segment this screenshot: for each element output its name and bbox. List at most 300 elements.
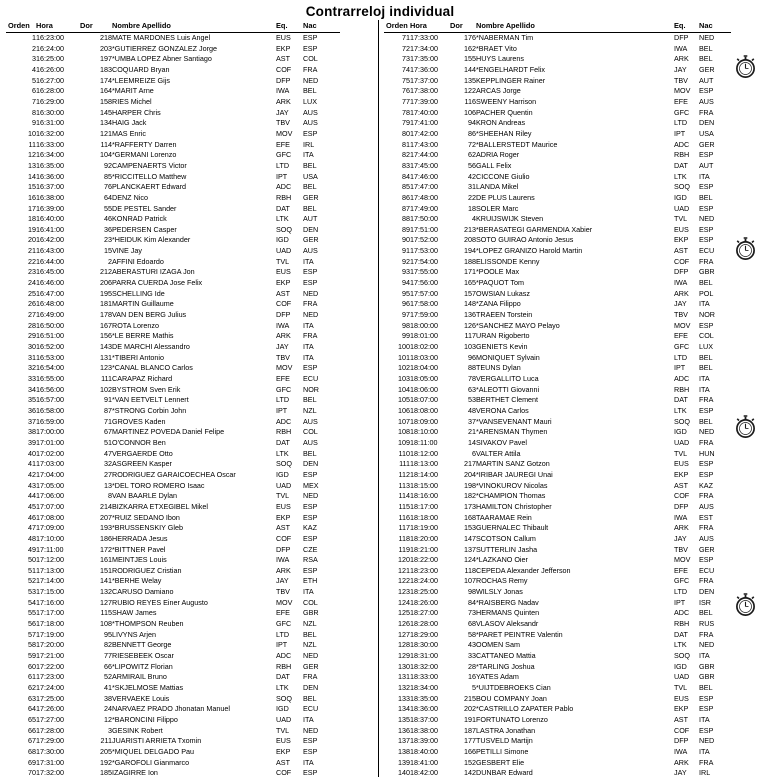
hora-cell: 18:21:00	[410, 544, 438, 554]
nac-cell: COL	[303, 597, 318, 607]
dor-cell: 96	[468, 352, 476, 362]
table-row	[384, 172, 731, 183]
hora-cell: 18:26:00	[410, 597, 438, 607]
eq-cell: IWA	[674, 43, 688, 53]
hora-cell: 18:23:00	[410, 565, 438, 575]
nombre-cell: HERRADA Jesus	[112, 533, 168, 543]
dor-cell: 203	[100, 43, 112, 53]
nombre-cell: MATE MARDONES Luis Angel	[112, 33, 211, 42]
hora-cell: 16:42:00	[36, 235, 64, 245]
nombre-cell: *VAN EETVELT Lennert	[112, 395, 189, 405]
eq-cell: LTK	[674, 640, 687, 650]
dor-cell: 144	[464, 64, 476, 74]
nombre-cell: GESBERT Elie	[476, 757, 525, 767]
dor-cell: 103	[464, 342, 476, 352]
dor-cell: 46	[104, 214, 112, 224]
table-row	[384, 651, 731, 662]
nac-cell: ESP	[699, 725, 714, 735]
orden-cell: 134	[398, 704, 410, 714]
dor-cell: 42	[468, 171, 476, 181]
nac-cell: NED	[303, 491, 319, 501]
nombre-cell: DE PLUS Laurens	[476, 192, 535, 202]
table-row	[384, 150, 731, 161]
orden-cell: 41	[28, 459, 36, 469]
eq-cell: RBH	[276, 661, 292, 671]
hora-cell: 17:35:00	[410, 54, 438, 64]
eq-cell: EUS	[674, 693, 689, 703]
orden-cell: 99	[402, 331, 410, 341]
nac-cell: NED	[303, 75, 319, 85]
nombre-cell: NARVAEZ PRADO Jhonatan Manuel	[112, 704, 230, 714]
hora-cell: 18:18:00	[410, 512, 438, 522]
nac-cell: BEL	[303, 182, 317, 192]
nombre-cell: VLASOV Aleksandr	[476, 619, 539, 629]
nac-cell: AUS	[699, 533, 714, 543]
table-row	[6, 76, 340, 87]
eq-cell: COF	[674, 725, 690, 735]
nac-cell: GER	[699, 544, 715, 554]
nombre-cell: TRAEEN Torstein	[476, 310, 533, 320]
hora-cell: 16:36:00	[36, 171, 64, 181]
hora-cell: 16:30:00	[36, 107, 64, 117]
hora-cell: 17:59:00	[410, 310, 438, 320]
nac-cell: ESP	[699, 235, 714, 245]
nac-cell: FRA	[699, 523, 714, 533]
stopwatch-icon	[735, 592, 757, 618]
hora-cell: 17:38:00	[410, 86, 438, 96]
nombre-cell: VALTER Attila	[476, 448, 521, 458]
orden-cell: 32	[28, 363, 36, 373]
nombre-cell: *DEL TORO ROMERO Isaac	[112, 480, 205, 490]
eq-cell: IWA	[674, 746, 688, 756]
nac-cell: BEL	[699, 54, 713, 64]
nac-cell: FRA	[303, 672, 318, 682]
eq-cell: LTK	[276, 214, 289, 224]
dor-cell: 157	[464, 288, 476, 298]
hora-cell: 16:55:00	[36, 374, 64, 383]
table-row	[384, 470, 731, 481]
table-row	[384, 118, 731, 129]
nac-cell: ITA	[303, 757, 314, 767]
table-row	[6, 523, 340, 534]
orden-cell: 136	[398, 725, 410, 735]
eq-cell: UAD	[674, 437, 690, 447]
orden-cell: 132	[398, 683, 410, 693]
eq-cell: LTD	[674, 352, 688, 362]
nac-cell: ITA	[699, 299, 710, 309]
orden-cell: 87	[402, 203, 410, 213]
dor-cell: 85	[104, 171, 112, 181]
hora-cell: 17:10:00	[36, 533, 64, 543]
column-header-orden: Orden	[384, 21, 410, 33]
nac-cell: RSA	[303, 555, 318, 565]
nombre-cell: DENZ Nico	[112, 192, 148, 202]
table-row	[384, 481, 731, 492]
nombre-cell: *RAFFERTY Darren	[112, 139, 177, 149]
orden-cell: 25	[28, 288, 36, 298]
orden-cell: 103	[398, 374, 410, 383]
nombre-cell: HERMANS Quinten	[476, 608, 540, 618]
eq-cell: AST	[276, 757, 290, 767]
nombre-cell: WILSLY Jonas	[476, 587, 523, 597]
nac-cell: ESP	[303, 43, 318, 53]
eq-cell: GFC	[674, 342, 690, 352]
nombre-cell: VERONA Carlos	[476, 405, 529, 415]
table-row	[384, 310, 731, 321]
table-row	[384, 214, 731, 225]
dor-cell: 62	[468, 150, 476, 160]
nombre-cell: *BERASATEGI GARMENDIA Xabier	[476, 224, 593, 234]
orden-cell: 1	[32, 33, 36, 42]
nombre-cell: KEPPLINGER Rainer	[476, 75, 546, 85]
dor-cell: 162	[464, 43, 476, 53]
hora-cell: 17:19:00	[36, 629, 64, 639]
nac-cell: LUX	[699, 342, 713, 352]
orden-cell: 37	[28, 416, 36, 426]
column-header-nombre: Nombre Apellido	[112, 21, 276, 33]
hora-cell: 16:34:00	[36, 150, 64, 160]
table-row	[6, 214, 340, 225]
nac-cell: ESP	[699, 405, 714, 415]
dor-cell: 33	[468, 651, 476, 661]
orden-cell: 66	[28, 725, 36, 735]
orden-cell: 59	[28, 651, 36, 661]
nac-cell: GBR	[303, 608, 319, 618]
hora-cell: 17:21:00	[36, 651, 64, 661]
eq-cell: AST	[276, 523, 290, 533]
dor-cell: 126	[464, 320, 476, 330]
nac-cell: BEL	[699, 608, 713, 618]
hora-cell: 17:54:00	[410, 256, 438, 266]
nombre-cell: BERTHET Clement	[476, 395, 539, 405]
nombre-cell: PACHER Quentin	[476, 107, 533, 117]
eq-cell: DAT	[674, 395, 688, 405]
table-row	[6, 534, 340, 545]
table-divider	[378, 20, 379, 777]
dor-cell: 2	[108, 256, 112, 266]
nac-cell: HUN	[699, 448, 715, 458]
dor-cell: 168	[464, 512, 476, 522]
column-header-dor: Dor	[80, 21, 112, 33]
nac-cell: ITA	[699, 374, 710, 383]
orden-cell: 5	[32, 75, 36, 85]
table-row	[384, 129, 731, 140]
table-row	[6, 513, 340, 524]
table-row	[384, 321, 731, 332]
eq-cell: JAY	[674, 299, 687, 309]
dor-cell: 165	[464, 278, 476, 288]
nombre-cell: RIES Michel	[112, 96, 152, 106]
nac-cell: DEN	[699, 118, 715, 128]
hora-cell: 16:35:00	[36, 160, 64, 170]
orden-cell: 139	[398, 757, 410, 767]
table-row	[384, 76, 731, 87]
hora-cell: 18:24:00	[410, 576, 438, 586]
orden-cell: 101	[398, 352, 410, 362]
orden-cell: 95	[402, 288, 410, 298]
nac-cell: ECU	[699, 565, 715, 575]
orden-cell: 54	[28, 597, 36, 607]
eq-cell: UAD	[276, 246, 292, 256]
dor-cell: 51	[104, 437, 112, 447]
hora-cell: 18:28:00	[410, 619, 438, 629]
eq-cell: LTK	[674, 405, 687, 415]
dor-cell: 88	[468, 363, 476, 373]
nombre-cell: *SHEEHAN Riley	[476, 128, 532, 138]
nombre-cell: RUBIO REYES Einer Augusto	[112, 597, 208, 607]
hora-cell: 16:54:00	[36, 363, 64, 373]
nombre-cell: *VINOKUROV Nicolas	[476, 480, 548, 490]
eq-cell: RBH	[276, 192, 292, 202]
orden-cell: 109	[398, 437, 410, 447]
orden-cell: 70	[28, 768, 36, 778]
nombre-cell: *BITTNER Pavel	[112, 544, 166, 554]
eq-cell: DAT	[276, 672, 290, 682]
dor-cell: 145	[100, 107, 112, 117]
dor-cell: 171	[464, 267, 476, 277]
hora-cell: 18:00:00	[410, 320, 438, 330]
eq-cell: MOV	[674, 320, 691, 330]
hora-cell: 16:38:00	[36, 192, 64, 202]
orden-cell: 124	[398, 597, 410, 607]
orden-cell: 51	[28, 565, 36, 575]
hora-cell: 16:53:00	[36, 352, 64, 362]
orden-cell: 96	[402, 299, 410, 309]
hora-cell: 18:07:00	[410, 395, 438, 405]
nombre-cell: *BRUSSENSKIY Gleb	[112, 523, 183, 533]
hora-cell: 17:13:00	[36, 565, 64, 575]
column-header-orden: Orden	[6, 21, 36, 33]
nombre-cell: *ARENSMAN Thymen	[476, 427, 548, 437]
nac-cell: AUS	[699, 96, 714, 106]
eq-cell: GFC	[674, 576, 690, 586]
table-row	[6, 321, 340, 332]
nac-cell: BEL	[699, 683, 713, 693]
column-header-nac: Nac	[303, 21, 340, 33]
nombre-cell: *ALEOTTI Giovanni	[476, 384, 540, 394]
dor-cell: 48	[468, 405, 476, 415]
nombre-cell: SCOTSON Callum	[476, 533, 536, 543]
hora-cell: 17:39:00	[410, 96, 438, 106]
dor-cell: 186	[100, 533, 112, 543]
dor-cell: 187	[464, 725, 476, 735]
nombre-cell: VAN DEN BERG Julius	[112, 310, 187, 320]
nombre-cell: HAIG Jack	[112, 118, 147, 128]
nac-cell: ESP	[699, 555, 714, 565]
nombre-cell: ARMIRAIL Bruno	[112, 672, 167, 682]
dor-cell: 8	[108, 491, 112, 501]
dor-cell: 114	[100, 139, 112, 149]
nombre-cell: DE MARCHI Alessandro	[112, 342, 190, 352]
table-row	[384, 747, 731, 758]
orden-cell: 11	[28, 139, 36, 149]
nombre-cell: *LOPEZ GRANIZO Harold Martin	[476, 246, 583, 256]
eq-cell: RBH	[674, 384, 690, 394]
orden-cell: 15	[28, 182, 36, 192]
table-row	[6, 704, 340, 715]
hora-cell: 18:14:00	[410, 469, 438, 479]
eq-cell: EUS	[674, 224, 689, 234]
table-row	[384, 768, 731, 779]
nombre-cell: *IRIBAR JAUREGI Unai	[476, 469, 553, 479]
nac-cell: ESP	[699, 469, 714, 479]
hora-cell: 16:37:00	[36, 182, 64, 192]
dor-cell: 124	[464, 555, 476, 565]
nac-cell: ESP	[303, 565, 318, 575]
eq-cell: EFE	[276, 608, 290, 618]
eq-cell: IPT	[674, 363, 686, 373]
dor-cell: 16	[468, 672, 476, 682]
nac-cell: FRA	[699, 491, 714, 501]
eq-cell: DFP	[674, 33, 689, 42]
nombre-cell: CICCONE Giulio	[476, 171, 530, 181]
header-row	[6, 21, 340, 33]
eq-cell: EKP	[674, 704, 689, 714]
hora-cell: 17:48:00	[410, 192, 438, 202]
nac-cell: NOR	[699, 310, 715, 320]
orden-cell: 110	[398, 448, 410, 458]
table-row	[6, 257, 340, 268]
nombre-cell: RODRIGUEZ GARAICOECHEA Oscar	[112, 469, 236, 479]
dor-cell: 178	[100, 310, 112, 320]
eq-cell: DAT	[276, 203, 290, 213]
hora-cell: 16:33:00	[36, 139, 64, 149]
dor-cell: 188	[464, 256, 476, 266]
hora-cell: 17:31:00	[36, 757, 64, 767]
eq-cell: DFP	[276, 75, 291, 85]
hora-cell: 16:48:00	[36, 299, 64, 309]
table-row	[6, 502, 340, 513]
dor-cell: 84	[468, 597, 476, 607]
dor-cell: 172	[100, 544, 112, 554]
eq-cell: IWA	[276, 320, 290, 330]
nombre-cell: *UIJTDEBROEKS Cian	[476, 683, 551, 693]
nac-cell: AUS	[303, 118, 318, 128]
eq-cell: SOQ	[276, 459, 292, 469]
eq-cell: IWA	[674, 512, 688, 522]
nombre-cell: LASTRA Jonathan	[476, 725, 536, 735]
dor-cell: 3	[108, 725, 112, 735]
nac-cell: COL	[699, 331, 714, 341]
nombre-cell: SHAW James	[112, 608, 157, 618]
dor-cell: 166	[464, 746, 476, 756]
nombre-cell: *PAQUOT Tom	[476, 278, 524, 288]
eq-cell: JAY	[276, 107, 289, 117]
hora-cell: 17:40:00	[410, 107, 438, 117]
hora-cell: 16:47:00	[36, 288, 64, 298]
nac-cell: FRA	[699, 256, 714, 266]
eq-cell: AST	[674, 715, 688, 724]
dor-cell: 15	[104, 246, 112, 256]
hora-cell: 17:15:00	[36, 587, 64, 597]
nac-cell: EST	[699, 512, 713, 522]
orden-cell: 40	[28, 448, 36, 458]
table-row	[384, 640, 731, 651]
orden-cell: 131	[398, 672, 410, 682]
table-row	[6, 438, 340, 449]
orden-cell: 121	[398, 565, 410, 575]
orden-cell: 12	[28, 150, 36, 160]
dor-cell: 72	[468, 139, 476, 149]
eq-cell: IPT	[276, 405, 288, 415]
dor-cell: 213	[464, 224, 476, 234]
nombre-cell: DE PESTEL Sander	[112, 203, 177, 213]
nac-cell: BEL	[303, 448, 317, 458]
dor-cell: 181	[100, 299, 112, 309]
nac-cell: COL	[303, 54, 318, 64]
orden-cell: 120	[398, 555, 410, 565]
eq-cell: JAY	[674, 64, 687, 74]
hora-cell: 16:58:00	[36, 405, 64, 415]
hora-cell: 18:38:00	[410, 725, 438, 735]
nac-cell: NZL	[303, 640, 317, 650]
hora-cell: 16:31:00	[36, 118, 64, 128]
orden-cell: 7	[32, 96, 36, 106]
orden-cell: 84	[402, 171, 410, 181]
eq-cell: LTD	[674, 587, 688, 597]
nac-cell: ITA	[699, 746, 710, 756]
nac-cell: BEL	[303, 203, 317, 213]
orden-cell: 135	[398, 715, 410, 724]
dor-cell: 206	[100, 278, 112, 288]
hora-cell: 17:20:00	[36, 640, 64, 650]
eq-cell: EFE	[276, 374, 290, 383]
nombre-cell: PEDERSEN Casper	[112, 224, 177, 234]
dor-cell: 92	[104, 160, 112, 170]
nac-cell: NZL	[303, 405, 317, 415]
hora-cell: 17:06:00	[36, 491, 64, 501]
dor-cell: 198	[464, 480, 476, 490]
nombre-cell: ELISSONDE Kenny	[476, 256, 540, 266]
orden-cell: 137	[398, 736, 410, 746]
hora-cell: 18:35:00	[410, 693, 438, 703]
table-row	[6, 204, 340, 215]
nac-cell: AUT	[699, 75, 714, 85]
hora-cell: 18:15:00	[410, 480, 438, 490]
nombre-cell: COQUARD Bryan	[112, 64, 170, 74]
nombre-cell: *GUTIERREZ GONZALEZ Jorge	[112, 43, 218, 53]
nac-cell: KAZ	[303, 523, 317, 533]
nac-cell: DEN	[303, 459, 319, 469]
hora-cell: 18:19:00	[410, 523, 438, 533]
orden-cell: 58	[28, 640, 36, 650]
eq-cell: AST	[674, 246, 688, 256]
orden-cell: 94	[402, 278, 410, 288]
orden-cell: 21	[28, 246, 36, 256]
eq-cell: IWA	[276, 86, 290, 96]
nombre-cell: *MIQUEL DELGADO Pau	[112, 746, 195, 756]
nombre-cell: *CANAL BLANCO Carlos	[112, 363, 193, 373]
hora-cell: 17:00:00	[36, 427, 64, 437]
dor-cell: 78	[468, 374, 476, 383]
nac-cell: AUS	[303, 437, 318, 447]
table-row	[384, 331, 731, 342]
hora-cell: 16:56:00	[36, 384, 64, 394]
orden-cell: 24	[28, 278, 36, 288]
table-row	[384, 278, 731, 289]
eq-cell: EKP	[276, 746, 291, 756]
nombre-cell: SOLER Marc	[476, 203, 519, 213]
table-row	[384, 204, 731, 215]
eq-cell: DAT	[674, 160, 688, 170]
hora-cell: 17:09:00	[36, 523, 64, 533]
hora-cell: 16:26:00	[36, 64, 64, 74]
start-order-table-right	[384, 21, 731, 779]
orden-cell: 38	[28, 427, 36, 437]
hora-cell: 18:01:00	[410, 331, 438, 341]
orden-cell: 115	[398, 501, 410, 511]
hora-cell: 16:43:00	[36, 246, 64, 256]
